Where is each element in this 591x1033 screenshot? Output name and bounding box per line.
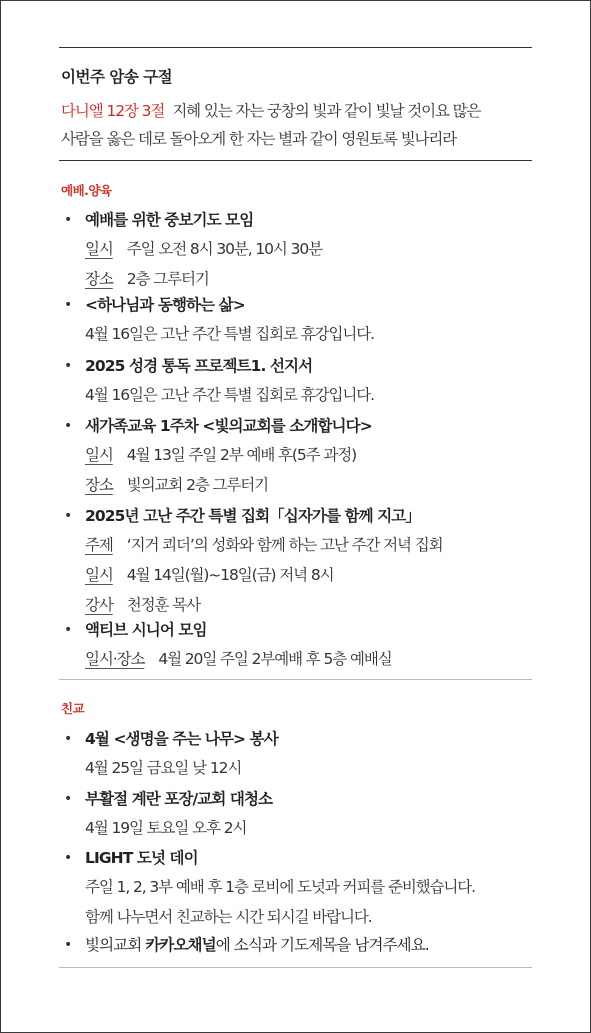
detail-value: 2층 그루터기 — [126, 270, 209, 288]
bullet-icon: • — [64, 731, 72, 747]
list-item-passion-week-meeting — [61, 503, 536, 619]
detail-row — [61, 442, 536, 469]
section-label-worship: 예배.양육 — [61, 183, 112, 198]
verse-bottom-rule — [59, 160, 532, 161]
bullet-icon: • — [64, 418, 72, 434]
detail-value: 4월 14일(월)~18일(금) 저녁 8시 — [126, 566, 334, 584]
bullet-icon: • — [64, 297, 72, 313]
detail-row — [61, 472, 536, 499]
bullet-icon: • — [64, 937, 72, 953]
detail-row — [61, 236, 536, 263]
detail-row — [61, 532, 536, 559]
list-item-prayer-meeting — [61, 207, 536, 293]
detail-row — [61, 592, 536, 619]
detail-label: 장소 — [85, 476, 113, 494]
item-title: 2025 성경 통독 프로젝트1. 선지서 — [85, 357, 313, 375]
kakao-post-text: 에 소식과 기도제목을 남겨주세요. — [215, 936, 429, 954]
list-item-newcomer-class — [61, 413, 536, 499]
item-text: 4월 16일은 고난 주간 특별 집회로 휴강입니다. — [85, 325, 374, 343]
item-title: 4월 <생명을 주는 나무> 봉사 — [85, 730, 278, 748]
list-item-bible-reading — [61, 353, 536, 409]
detail-value: 4월 13일 주일 2부 예배 후(5주 과정) — [126, 446, 357, 464]
verse-reference: 다니엘 12장 3절 — [61, 102, 165, 120]
list-item-kakao-channel — [61, 932, 536, 958]
detail-row — [61, 646, 536, 673]
bullet-icon: • — [64, 212, 72, 228]
bullet-icon: • — [64, 791, 72, 807]
kakao-pre-text: 빛의교회 — [85, 936, 146, 954]
bullet-icon: • — [64, 622, 72, 638]
section-label-fellowship: 친교 — [61, 701, 85, 716]
list-item-easter-cleanup — [61, 786, 536, 842]
item-text: 4월 25일 금요일 낮 12시 — [85, 759, 242, 777]
detail-label: 일시·장소 — [85, 650, 145, 668]
detail-label: 장소 — [85, 270, 113, 288]
detail-value: ‘지거 쾨더’의 성화와 함께 하는 고난 주간 저녁 집회 — [126, 536, 443, 554]
detail-label: 일시 — [85, 446, 113, 464]
detail-label: 일시 — [85, 566, 113, 584]
item-text: 4월 16일은 고난 주간 특별 집회로 휴강입니다. — [85, 386, 374, 404]
item-title: 부활절 계란 포장/교회 대청소 — [85, 790, 273, 808]
item-title: <하나님과 동행하는 삶> — [85, 296, 245, 314]
section-divider — [59, 679, 532, 680]
top-rule — [59, 47, 532, 48]
verse-heading: 이번주 암송 구절 — [61, 68, 173, 86]
bullet-icon: • — [64, 850, 72, 866]
detail-row — [61, 266, 536, 293]
list-item-senior-meeting — [61, 617, 536, 673]
item-text-line-2: 함께 나누면서 친교하는 시간 되시길 바랍니다. — [85, 908, 372, 926]
detail-value: 4월 20일 주일 2부예배 후 5층 예배실 — [158, 650, 392, 668]
verse-line-2: 사람을 옳은 데로 돌아오게 한 자는 별과 같이 영원토록 빛나리라 — [61, 130, 457, 148]
item-text: 4월 19일 토요일 오후 2시 — [85, 819, 247, 837]
detail-value: 빛의교회 2층 그루터기 — [126, 476, 269, 494]
kakao-channel-name: 카카오채널 — [145, 936, 216, 954]
item-title: 액티브 시니어 모임 — [85, 621, 207, 639]
item-text-line-1: 주일 1, 2, 3부 예배 후 1층 로비에 도넛과 커피를 준비했습니다. — [85, 878, 476, 896]
verse-line-1: 지혜 있는 자는 궁창의 빛과 같이 빛날 것이요 많은 — [172, 102, 481, 120]
bullet-icon: • — [64, 358, 72, 374]
verse-body — [61, 97, 539, 153]
item-title: 2025년 고난 주간 특별 집회「십자가를 함께 지고」 — [85, 507, 420, 525]
detail-value: 천정훈 목사 — [126, 596, 200, 614]
list-item-walk-with-god — [61, 292, 536, 348]
detail-row — [61, 562, 536, 589]
list-item-donut-day — [61, 845, 536, 931]
detail-label: 강사 — [85, 596, 113, 614]
bottom-rule — [59, 967, 532, 968]
detail-value: 주일 오전 8시 30분, 10시 30분 — [126, 240, 323, 258]
item-title: LIGHT 도넛 데이 — [85, 849, 198, 867]
bullet-icon: • — [64, 508, 72, 524]
list-item-tree-of-life — [61, 726, 536, 782]
item-title: 예배를 위한 중보기도 모임 — [85, 211, 254, 229]
item-title: 새가족교육 1주차 <빛의교회를 소개합니다> — [85, 417, 372, 435]
detail-label: 일시 — [85, 240, 113, 258]
detail-label: 주제 — [85, 536, 113, 554]
